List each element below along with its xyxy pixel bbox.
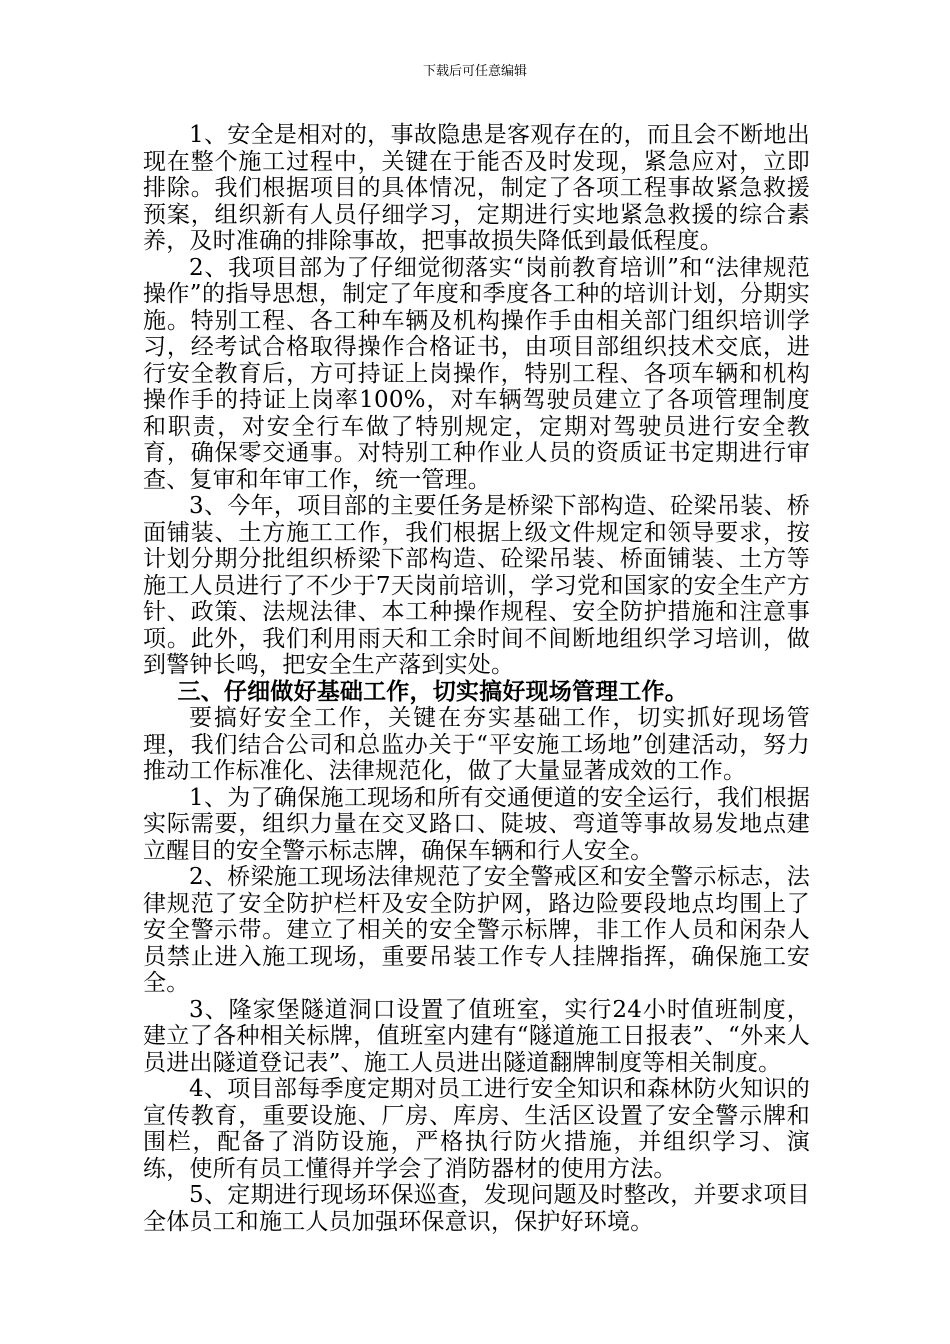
section-heading: 三、仔细做好基础工作，切实搞好现场管理工作。	[177, 677, 688, 705]
paragraph-section-5: 5、定期进行现场环保巡查，发现问题及时整改，并要求项目全体员工和施工人员加强环保意识，保护好环境。	[143, 1182, 810, 1235]
paragraph-section-2: 2、桥梁施工现场法律规范了安全警戒区和安全警示标志，法律规范了安全防护栏杆及安全防护网，路边险要段地点均围上了安全警示带。建立了相关的安全警示标牌，非工作人员和闲杂人员禁止进入施工现场，重要吊装工作专人挂牌指挥，确保施工安全。	[143, 864, 810, 996]
paragraph-3: 3、今年，项目部的主要任务是桥梁下部构造、砼梁吊装、桥面铺装、土方施工工作，我们根据上级文件规定和领导要求，按计划分期分批组织桥梁下部构造、砼梁吊装、桥面铺装、土方等施工人员进行了不少于7天岗前培训，学习党和国家的安全生产方针、政策、法规法律、本工种操作规程、安全防护措施和注意事项。此外，我们利用雨天和工余时间不间断地组织学习培训，做到警钟长鸣，把安全生产落到实处。	[143, 493, 810, 678]
paragraph-1: 1、安全是相对的，事故隐患是客观存在的，而且会不断地出现在整个施工过程中，关键在于能否及时发现，紧急应对，立即排除。我们根据项目的具体情况，制定了各项工程事故紧急救援预案，组织新有人员仔细学习，定期进行实地紧急救援的综合素养，及时准确的排除事故，把事故损失降低到最低程度。	[143, 122, 810, 254]
paragraph-section-3: 3、隆家堡隧道洞口设置了值班室，实行24小时值班制度，建立了各种相关标牌，值班室内建有“隧道施工日报表”、“外来人员进出隧道登记表”、施工人员进出隧道翻牌制度等相关制度。	[143, 996, 810, 1076]
section-intro-paragraph: 要搞好安全工作，关键在夯实基础工作，切实抓好现场管理，我们结合公司和总监办关于“平安施工场地”创建活动，努力推动工作标准化、法律规范化，做了大量显著成效的工作。	[143, 705, 810, 784]
paragraph-section-4: 4、项目部每季度定期对员工进行安全知识和森林防火知识的宣传教育，重要设施、厂房、库房、生活区设置了安全警示牌和围栏，配备了消防设施，严格执行防火措施，并组织学习、演练，使所有员工懂得并学会了消防器材的使用方法。	[143, 1076, 810, 1182]
paragraph-2: 2、我项目部为了仔细觉彻落实“岗前教育培训”和“法律规范操作”的指导思想，制定了年度和季度各工种的培训计划，分期实施。特别工程、各工种车辆及机构操作手由相关部门组织培训学习，经考试合格取得操作合格证书，由项目部组织技术交底，进行安全教育后，方可持证上岗操作，特别工程、各项车辆和机构操作手的持证上岗率100%，对车辆驾驶员建立了各项管理制度和职责，对安全行车做了特别规定，定期对驾驶员进行安全教育，确保零交通事。对特别工种作业人员的资质证书定期进行审查、复审和年审工作，统一管理。	[143, 254, 810, 493]
page-header: 下载后可任意编辑	[422, 64, 527, 79]
paragraph-section-1: 1、为了确保施工现场和所有交通便道的安全运行，我们根据实际需要，组织力量在交叉路口、陡坡、弯道等事故易发地点建立醒目的安全警示标志牌，确保车辆和行人安全。	[143, 784, 810, 864]
document-body	[143, 122, 810, 1235]
